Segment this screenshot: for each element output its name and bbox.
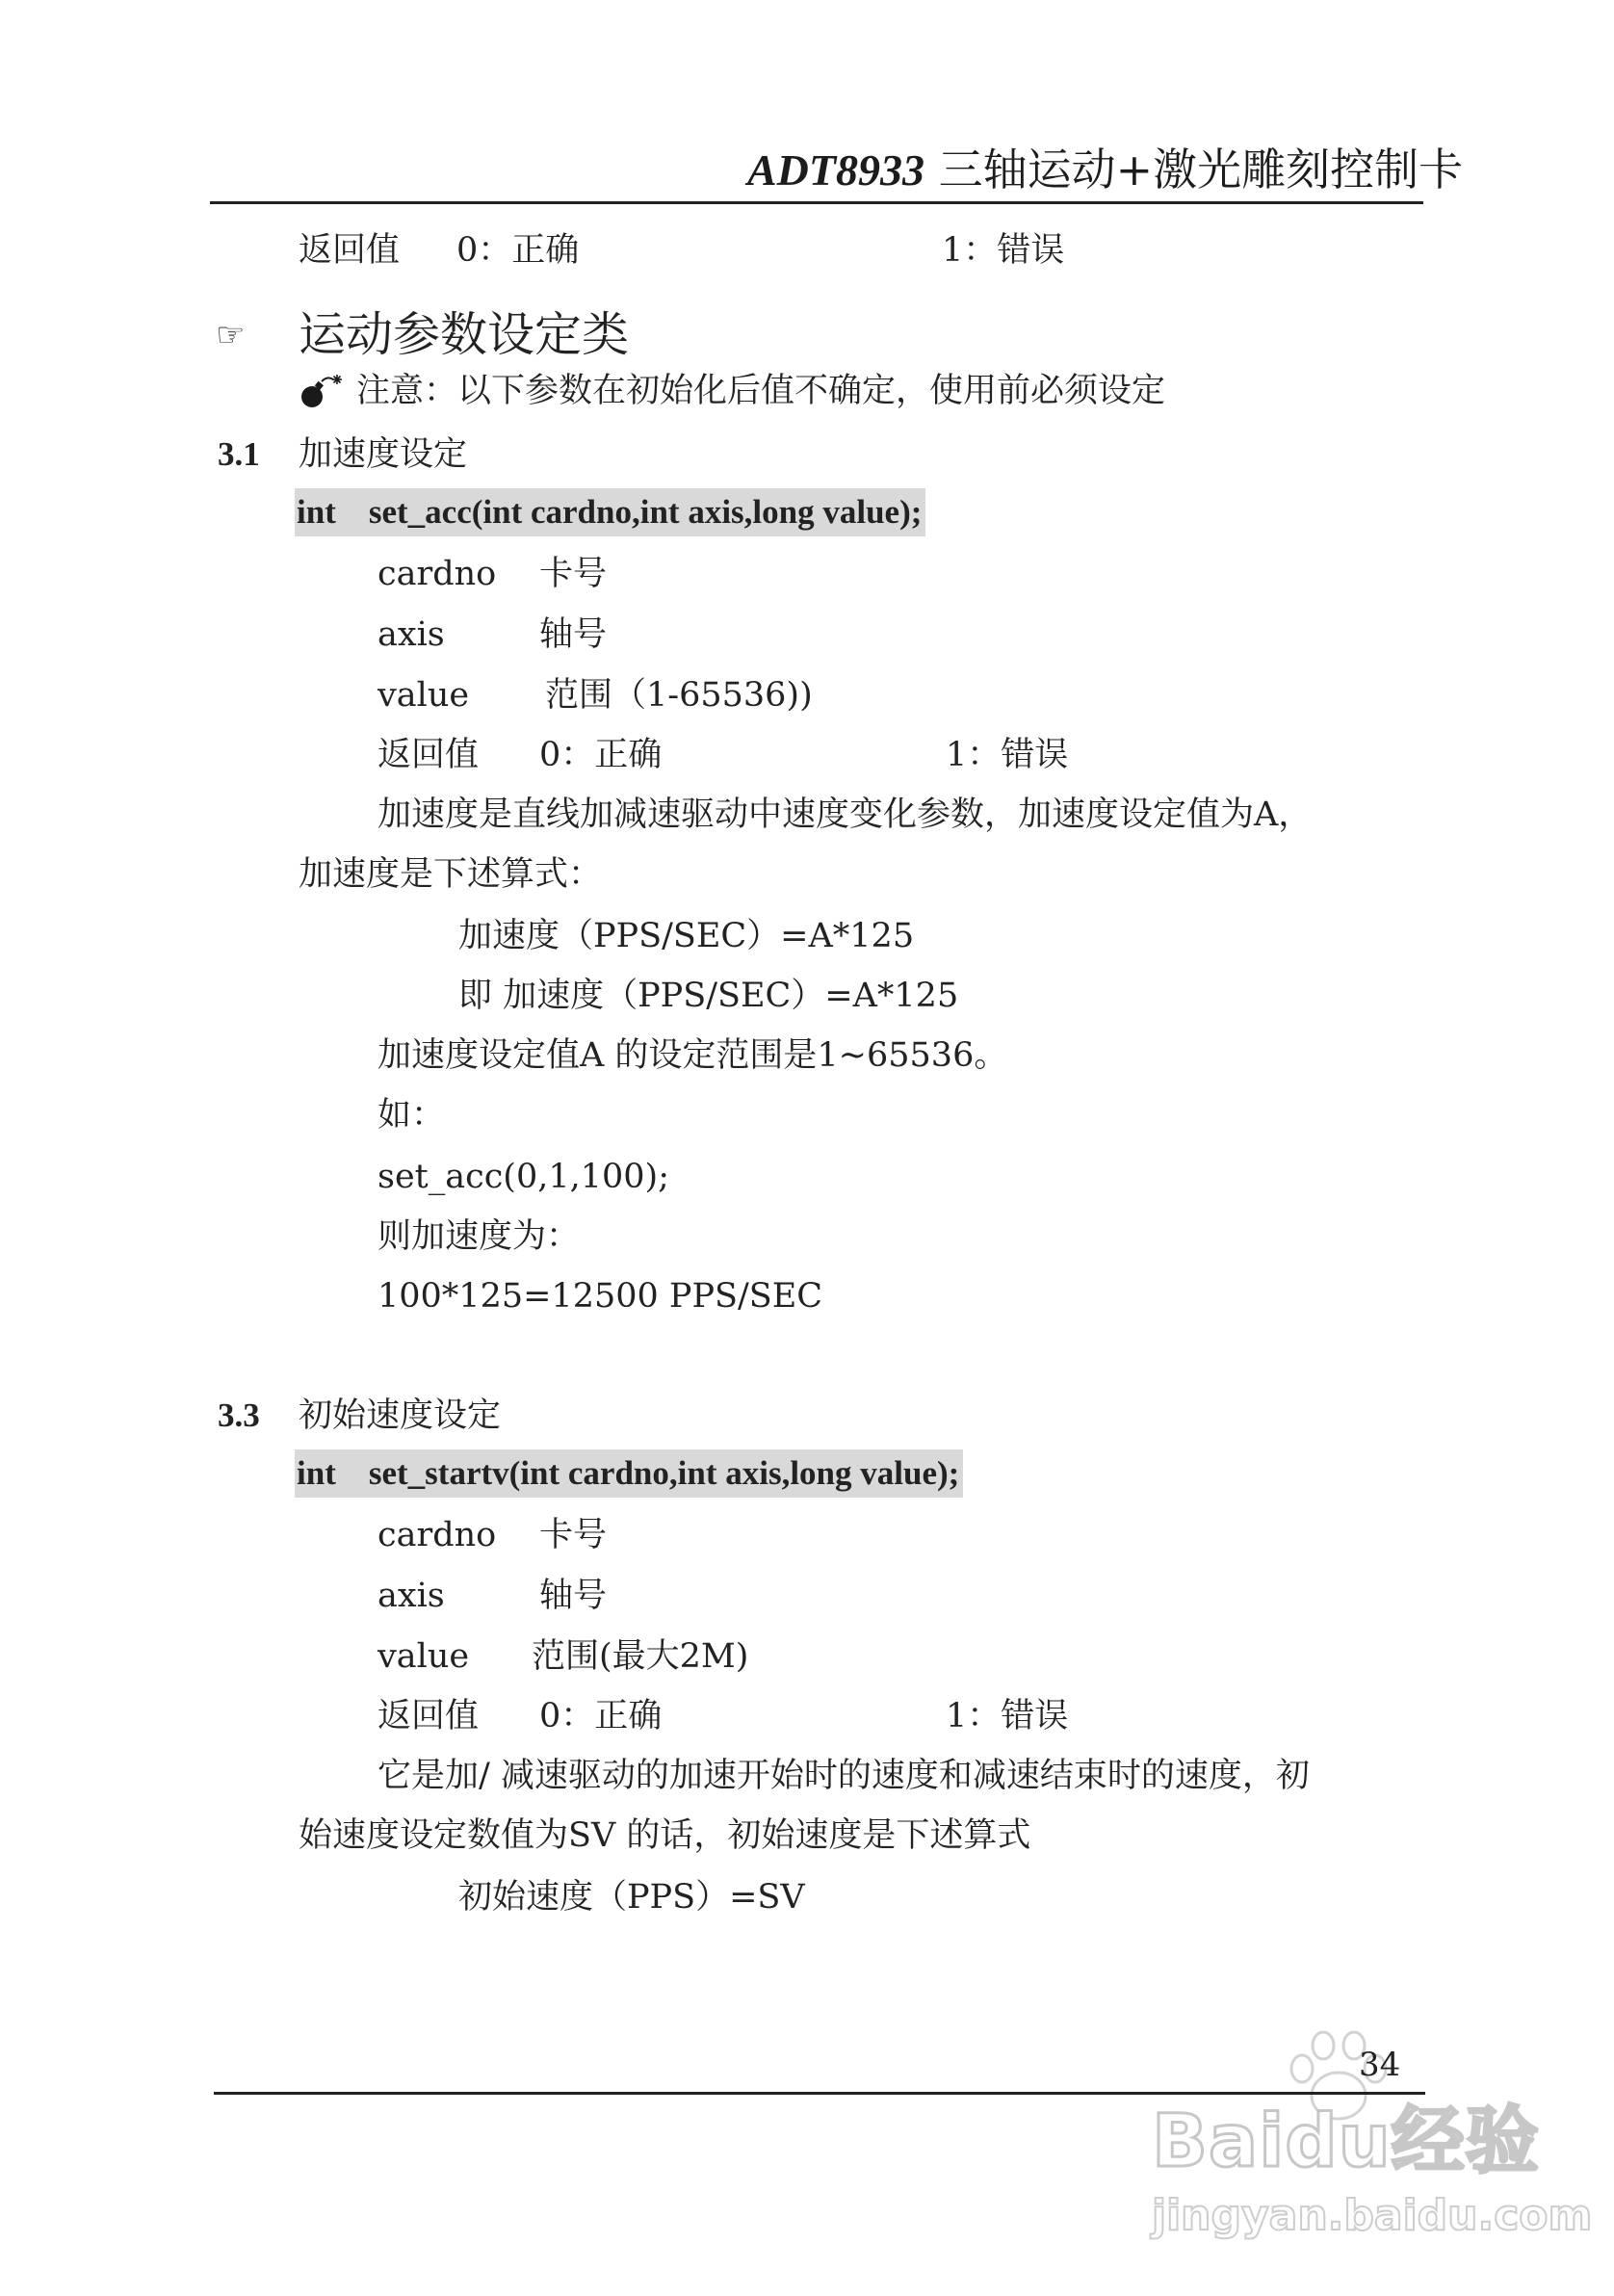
return-label: 返回值 [377, 1697, 480, 1735]
return-ok: 0：正确 [539, 1697, 663, 1735]
param-desc: 轴号 [539, 615, 608, 654]
header-title-rest: 三轴运动+激光雕刻控制卡 [924, 144, 1464, 196]
param-desc: 卡号 [539, 555, 608, 593]
section-3-3-signature [295, 1449, 963, 1498]
return-err: 1：错误 [946, 736, 1069, 774]
formula-line-2: 即 加速度（PPS/SEC）=A*125 [458, 977, 959, 1015]
description-line-1: 它是加/ 减速驱动的加速开始时的速度和减速结束时的速度，初 [377, 1757, 1310, 1795]
param-desc: 范围（1-65536)) [545, 676, 813, 715]
param-desc: 卡号 [539, 1516, 608, 1554]
param-name: axis [377, 615, 445, 654]
example-label: 如： [377, 1096, 446, 1135]
page-number: 34 [1359, 2046, 1401, 2084]
baidu-watermark-logo: Baidu经验 [1152, 2098, 1540, 2183]
signature-return-type: int [297, 1454, 336, 1492]
formula-line-1: 加速度（PPS/SEC）=A*125 [458, 917, 915, 955]
pointing-hand-icon: ☞ [216, 316, 246, 354]
section-3-3-title: 初始速度设定 [299, 1396, 502, 1435]
description-line-2: 加速度是下述算式： [299, 855, 603, 894]
example-result: 100*125=12500 PPS/SEC [377, 1277, 823, 1316]
section-heading: 运动参数设定类 [299, 307, 630, 362]
section-3-1-title: 加速度设定 [299, 435, 468, 474]
example-code: set_acc(0,1,100); [377, 1158, 670, 1196]
param-name: axis [377, 1577, 445, 1615]
param-name: cardno [377, 555, 497, 593]
signature-text: set_startv(int cardno,int axis,long value); [368, 1454, 960, 1492]
header-rule [210, 201, 1423, 204]
param-desc: 范围(最大2M) [532, 1637, 749, 1676]
param-desc: 轴号 [539, 1577, 608, 1615]
section-3-1-signature [295, 488, 925, 536]
note-text: 注意：以下参数在初始化后值不确定，使用前必须设定 [356, 372, 1166, 410]
param-name: value [377, 1637, 470, 1676]
example-then: 则加速度为： [377, 1217, 581, 1256]
bomb-icon [299, 372, 351, 410]
param-name: value [377, 676, 470, 715]
return-err: 1：错误 [946, 1697, 1069, 1735]
param-name: cardno [377, 1516, 497, 1554]
top-return-err: 1：错误 [942, 231, 1065, 270]
description-line-2: 始速度设定数值为SV 的话，初始速度是下述算式 [299, 1816, 1031, 1855]
section-3-3-number: 3.3 [218, 1396, 260, 1434]
header-title [747, 143, 1463, 197]
formula-line: 初始速度（PPS）=SV [458, 1878, 805, 1917]
signature-text: set_acc(int cardno,int axis,long value); [368, 493, 923, 531]
footer-rule [214, 2092, 1425, 2095]
section-3-1-number: 3.1 [218, 435, 260, 473]
return-ok: 0：正确 [539, 736, 663, 774]
range-text: 加速度设定值A 的设定范围是1~65536。 [377, 1036, 1008, 1075]
header-model: ADT8933 [747, 145, 924, 195]
return-label: 返回值 [377, 736, 480, 774]
top-return-label: 返回值 [299, 231, 401, 270]
baidu-watermark-url: jingyan.baidu.com [1152, 2191, 1593, 2240]
signature-return-type: int [297, 493, 336, 531]
top-return-ok: 0：正确 [456, 231, 580, 270]
description-line-1: 加速度是直线加减速驱动中速度变化参数，加速度设定值为A， [377, 796, 1313, 834]
